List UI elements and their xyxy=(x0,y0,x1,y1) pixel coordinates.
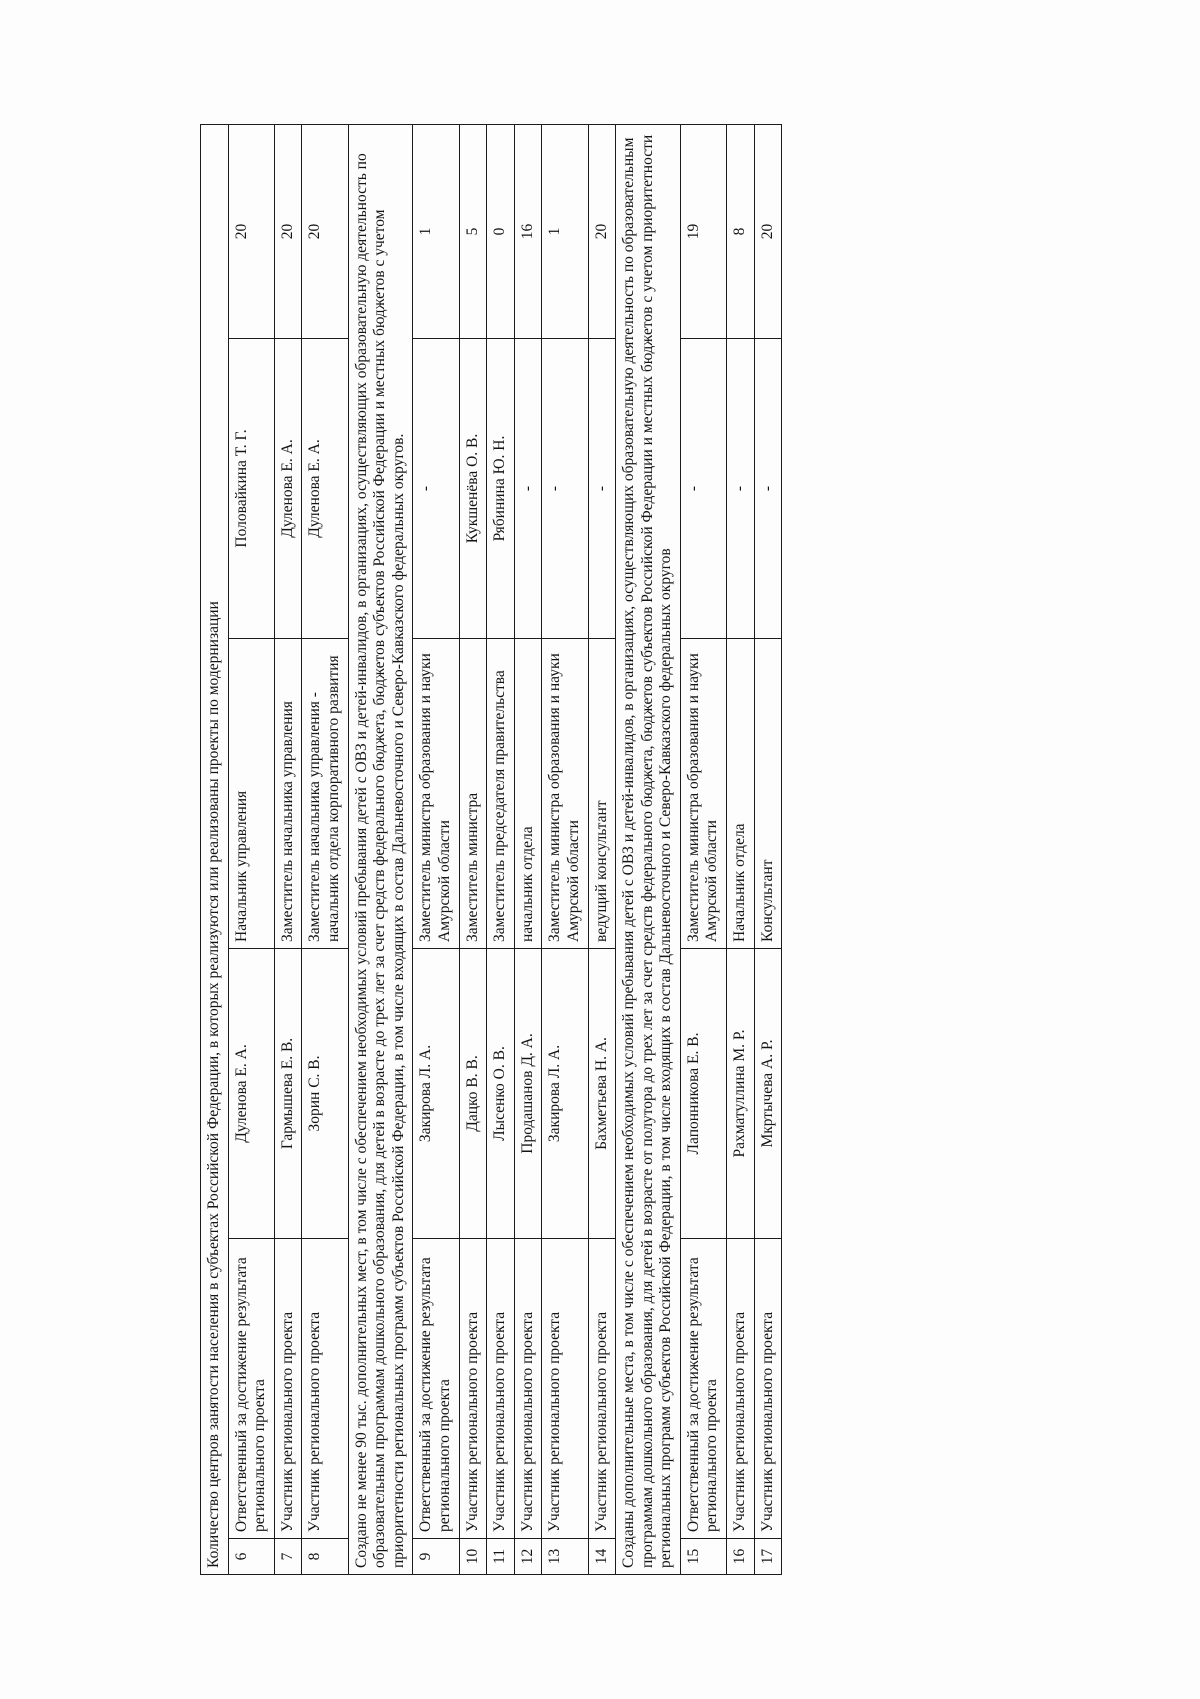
value-cell: 1 xyxy=(413,124,459,338)
role-cell: Участник регионального проекта xyxy=(487,1238,515,1538)
value-cell: 20 xyxy=(302,124,348,338)
role-cell: Ответственный за достижение результата регионального проекта xyxy=(680,1238,726,1538)
role-cell: Участник регионального проекта xyxy=(588,1238,616,1538)
table-row xyxy=(228,124,274,1574)
position-cell: Заместитель начальника управления - начальник отдела корпоративного развития xyxy=(302,638,348,948)
table-row xyxy=(680,124,726,1574)
name-cell: Лапонникова Е. В. xyxy=(680,948,726,1238)
section-title: Количество центров занятости населения в субъектах Российской Федерации, в которых реализуются или реализованы проекты по модернизации xyxy=(201,124,229,1574)
section-title: Создано не менее 90 тыс. дополнительных мест, в том числе с обеспечением необходимых условий пребывания детей с ОВЗ и детей-инвалидов, в организациях, осуществляющих образовательную деятельность по образовательным программам дошкольного образования, для детей в возрасте до трех лет за счет средств федерального бюджета, бюджетов субъектов Российской Федерации и местных бюджетов с учетом приоритетности региональных программ субъектов Российской Федерации, в том числе входящих в состав Дальневосточного и Северо-Кавказского федеральных округов. xyxy=(348,124,413,1574)
row-number: 16 xyxy=(727,1538,755,1574)
row-number: 8 xyxy=(302,1538,348,1574)
role-cell: Ответственный за достижение результата регионального проекта xyxy=(228,1238,274,1538)
value-cell: 20 xyxy=(228,124,274,338)
row-number: 7 xyxy=(274,1538,302,1574)
section-header-row xyxy=(348,124,413,1574)
row-number: 14 xyxy=(588,1538,616,1574)
value-cell: 20 xyxy=(274,124,302,338)
position-cell: Заместитель министра образования и науки Амурской области xyxy=(680,638,726,948)
name-cell: Зорин С. В. xyxy=(302,948,348,1238)
table-row xyxy=(302,124,348,1574)
section-header-row xyxy=(616,124,681,1574)
position-cell: Консультант xyxy=(754,638,782,948)
position-cell: Заместитель председателя правительства xyxy=(487,638,515,948)
row-number: 6 xyxy=(228,1538,274,1574)
role-cell: Ответственный за достижение результата регионального проекта xyxy=(413,1238,459,1538)
supervisor-cell: - xyxy=(413,338,459,638)
table-row xyxy=(514,124,542,1574)
supervisor-cell: Дуленова Е. А. xyxy=(302,338,348,638)
name-cell: Мкртычева А. Р. xyxy=(754,948,782,1238)
role-cell: Участник регионального проекта xyxy=(459,1238,487,1538)
supervisor-cell: Половайкина Т. Г. xyxy=(228,338,274,638)
row-number: 10 xyxy=(459,1538,487,1574)
supervisor-cell: - xyxy=(542,338,588,638)
role-cell: Участник регионального проекта xyxy=(727,1238,755,1538)
name-cell: Закирова Л. А. xyxy=(413,948,459,1238)
name-cell: Гармышева Е. В. xyxy=(274,948,302,1238)
supervisor-cell: Дуленова Е. А. xyxy=(274,338,302,638)
value-cell: 5 xyxy=(459,124,487,338)
project-participants-table xyxy=(200,123,782,1574)
table-row xyxy=(459,124,487,1574)
value-cell: 20 xyxy=(754,124,782,338)
supervisor-cell: Кукшенёва О. В. xyxy=(459,338,487,638)
row-number: 13 xyxy=(542,1538,588,1574)
value-cell: 8 xyxy=(727,124,755,338)
position-cell: Начальник управления xyxy=(228,638,274,948)
section-title: Созданы дополнительные места, в том числе с обеспечением необходимых условий пребывания детей с ОВЗ и детей-инвалидов, в организациях, осуществляющих образовательную деятельность по образовательным программам дошкольного образования, для детей в возрасте от полутора до трех лет за счет средств федерального бюджета, бюджетов субъектов Российской Федерации и местных бюджетов с учетом приоритетности региональных программ субъектов Российской Федерации, в том числе входящих в состав Дальневосточного и Северо-Кавказского федеральных округов xyxy=(616,124,681,1574)
name-cell: Продашанов Д. А. xyxy=(514,948,542,1238)
role-cell: Участник регионального проекта xyxy=(754,1238,782,1538)
section-header-row xyxy=(201,124,229,1574)
role-cell: Участник регионального проекта xyxy=(274,1238,302,1538)
supervisor-cell: - xyxy=(727,338,755,638)
position-cell: Заместитель министра xyxy=(459,638,487,948)
row-number: 11 xyxy=(487,1538,515,1574)
position-cell: ведущий консультант xyxy=(588,638,616,948)
value-cell: 1 xyxy=(542,124,588,338)
supervisor-cell: - xyxy=(514,338,542,638)
table-row xyxy=(588,124,616,1574)
position-cell: Начальник отдела xyxy=(727,638,755,948)
name-cell: Рахматуллина М. Р. xyxy=(727,948,755,1238)
position-cell: Заместитель министра образования и науки Амурской области xyxy=(413,638,459,948)
name-cell: Дуленова Е. А. xyxy=(228,948,274,1238)
position-cell: Заместитель начальника управления xyxy=(274,638,302,948)
name-cell: Бахметьева Н. А. xyxy=(588,948,616,1238)
role-cell: Участник регионального проекта xyxy=(302,1238,348,1538)
supervisor-cell: Рябинина Ю. Н. xyxy=(487,338,515,638)
table-row xyxy=(413,124,459,1574)
table-row xyxy=(727,124,755,1574)
value-cell: 0 xyxy=(487,124,515,338)
position-cell: начальник отдела xyxy=(514,638,542,948)
name-cell: Лысенко О. В. xyxy=(487,948,515,1238)
value-cell: 19 xyxy=(680,124,726,338)
table-row xyxy=(487,124,515,1574)
supervisor-cell: - xyxy=(588,338,616,638)
supervisor-cell: - xyxy=(680,338,726,638)
value-cell: 16 xyxy=(514,124,542,338)
role-cell: Участник регионального проекта xyxy=(542,1238,588,1538)
row-number: 17 xyxy=(754,1538,782,1574)
table-row xyxy=(542,124,588,1574)
name-cell: Дацко В. В. xyxy=(459,948,487,1238)
position-cell: Заместитель министра образования и науки Амурской области xyxy=(542,638,588,948)
name-cell: Закирова Л. А. xyxy=(542,948,588,1238)
role-cell: Участник регионального проекта xyxy=(514,1238,542,1538)
row-number: 9 xyxy=(413,1538,459,1574)
supervisor-cell: - xyxy=(754,338,782,638)
value-cell: 20 xyxy=(588,124,616,338)
table-row xyxy=(754,124,782,1574)
row-number: 15 xyxy=(680,1538,726,1574)
rotated-table-container xyxy=(200,125,1200,1575)
table-row xyxy=(274,124,302,1574)
row-number: 12 xyxy=(514,1538,542,1574)
